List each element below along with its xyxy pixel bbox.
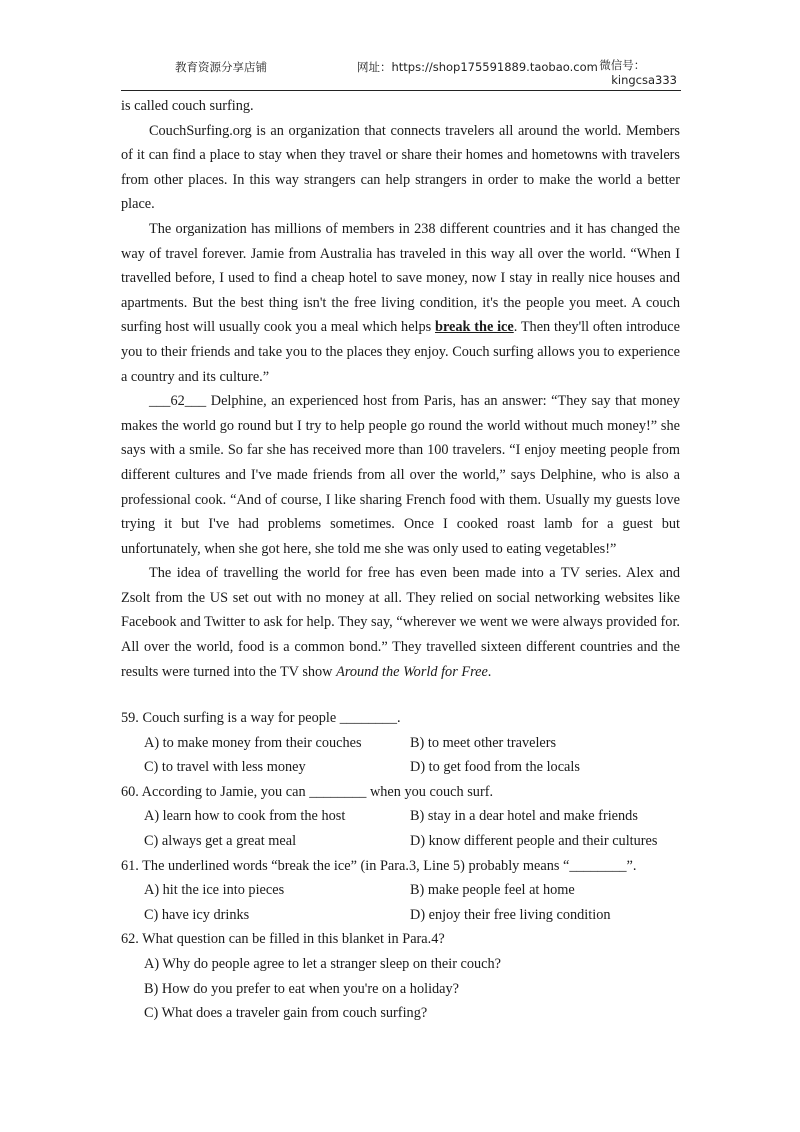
question-61-option-d: D) enjoy their free living condition bbox=[410, 906, 611, 923]
question-62-option-c: C) What does a traveler gain from couch surfing? bbox=[144, 1005, 428, 1022]
header-wechat-label: 微信号： bbox=[599, 58, 646, 72]
question-60-option-b: B) stay in a dear hotel and make friends bbox=[410, 808, 638, 825]
question-62-option-b: B) How do you prefer to eat when you're on a holiday? bbox=[144, 980, 460, 997]
question-list bbox=[121, 706, 681, 1026]
question-59-option-b: B) to meet other travelers bbox=[410, 734, 557, 751]
passage-paragraph-4-text-b: . bbox=[487, 663, 492, 680]
passage-paragraph-2-text-a: The organization has millions of members in 238 different countries and it has changed the way of travel forever. Jamie from Australia has traveled in this way all over the world. “When I travelled before, I used to find a cheap hotel to save money, now I stay in really nice houses and apartments. But the best thing isn't the free living condition, it's the people you meet. A couch surfing host will usually cook you a meal which helps bbox=[121, 220, 680, 336]
header-wechat bbox=[599, 58, 677, 88]
header-shop-url: 网址：https://shop175591889.taobao.com bbox=[357, 60, 598, 74]
question-59-options-row-1 bbox=[121, 731, 681, 756]
question-60-options-row-2 bbox=[121, 829, 681, 854]
passage-paragraph-3: ___62___ Delphine, an experienced host from Paris, has an answer: “They say that money makes the world go round but I try to help people go round the world without much money!” she says with a smile. So far she has received more than 100 travelers. “I enjoy meeting people from different cultures and I've made friends from all over the world,” says Delphine, who is also a professional cook. “And of course, I like sharing French food with them. Usually my guests love trying it but I've had problems sometimes. Once I cooked roast lamb for a guest but unfortunately, when she got here, she told me she was only used to eating vegetables!” bbox=[121, 393, 680, 557]
underlined-phrase: break the ice bbox=[435, 319, 514, 336]
question-59-option-a: A) to make money from their couches bbox=[144, 734, 362, 751]
passage-paragraph-2 bbox=[121, 217, 680, 389]
question-61-options-row-2 bbox=[121, 903, 681, 928]
passage-paragraph-2-text-b: . Then they'll often introduce you to their friends and take you to the places they enjoy. Couch surfing allows you to experience a country and its culture.” bbox=[121, 319, 680, 385]
question-60-option-c: C) always get a great meal bbox=[144, 832, 297, 849]
question-61-stem: 61. The underlined words “break the ice” (in Para.3, Line 5) probably means “________”. bbox=[121, 857, 637, 874]
header-shop-name: 教育资源分享店铺 bbox=[175, 60, 267, 74]
question-59-options-row-2 bbox=[121, 755, 681, 780]
question-61-option-c: C) have icy drinks bbox=[144, 906, 250, 923]
tv-show-title: Around the World for Free bbox=[336, 663, 488, 680]
passage-paragraph-4-text-a: The idea of travelling the world for free has even been made into a TV series. Alex and Zsolt from the US set out with no money at all. They relied on social networking websites like Facebook and Twitter to ask for help. They say, “wherever we went we were always provided for. All over the world, food is a common bond.” They travelled sixteen different countries and the results were turned into the TV show bbox=[121, 565, 680, 680]
question-60-stem: 60. According to Jamie, you can ________ when you couch surf. bbox=[121, 783, 494, 800]
header-wechat-id: kingcsa333 bbox=[611, 73, 677, 87]
question-62-option-a: A) Why do people agree to let a stranger sleep on their couch? bbox=[144, 955, 502, 972]
passage-paragraph-0: is called couch surfing. bbox=[121, 98, 254, 114]
reading-passage bbox=[121, 94, 680, 684]
question-61-option-a: A) hit the ice into pieces bbox=[144, 882, 285, 899]
question-59-option-d: D) to get food from the locals bbox=[410, 759, 580, 776]
page-header bbox=[121, 56, 681, 91]
question-60-option-d: D) know different people and their cultures bbox=[410, 832, 658, 849]
question-59-stem: 59. Couch surfing is a way for people ________. bbox=[121, 710, 401, 726]
question-61-option-b: B) make people feel at home bbox=[410, 882, 575, 899]
question-62-stem: 62. What question can be filled in this blanket in Para.4? bbox=[121, 931, 445, 948]
question-60-option-a: A) learn how to cook from the host bbox=[144, 808, 346, 825]
question-60-options-row-1 bbox=[121, 804, 681, 829]
question-61-options-row-1 bbox=[121, 878, 681, 903]
passage-paragraph-1: CouchSurfing.org is an organization that connects travelers all around the world. Members of it can find a place to stay when they travel or share their homes and hometowns with travelers from other places. In this way strangers can help strangers in order to make the world a better place. bbox=[121, 122, 680, 213]
passage-paragraph-4 bbox=[121, 561, 680, 684]
question-59-option-c: C) to travel with less money bbox=[144, 759, 306, 776]
